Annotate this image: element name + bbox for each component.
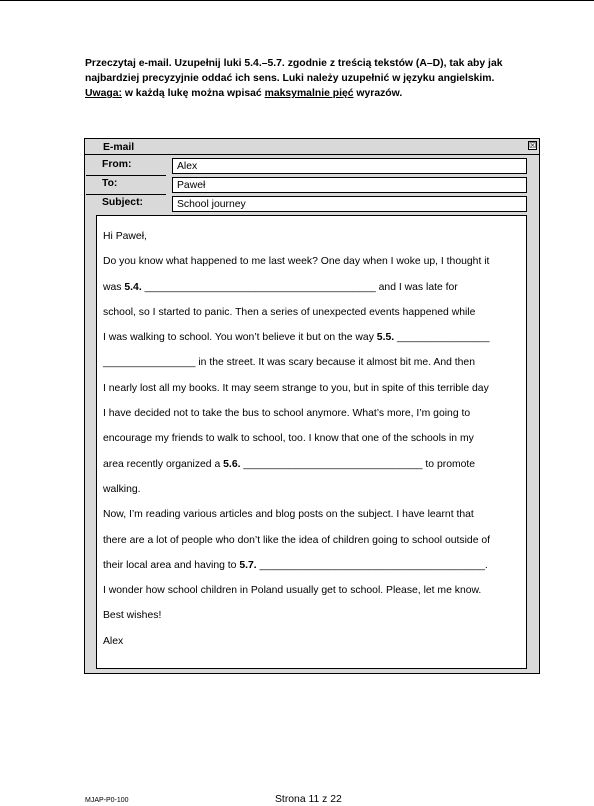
from-divider [86,175,166,176]
gap-5-4-label: 5.4. [124,281,142,293]
to-field[interactable] [172,177,527,193]
body-line: Alex [103,635,124,647]
body-text-fragment: I was walking to school. You won’t believe it but on the way [103,332,377,344]
close-icon[interactable]: ☒ [529,141,537,150]
email-window [84,138,540,674]
body-line [103,553,523,578]
body-line: walking. [103,483,141,495]
gap-5-7-blank[interactable]: _______________________________________. [256,559,488,571]
page-top-rule [0,0,594,1]
gap-5-6-blank[interactable]: _______________________________ to promote [240,458,476,470]
email-window-title: E-mail [103,142,135,153]
body-text-fragment: area recently organized a [103,458,224,470]
body-line [103,275,523,300]
body-line: school, so I started to panic. Then a series of unexpected events happened while [103,306,476,318]
warning-label: Uwaga: [85,88,122,99]
body-line: I wonder how school children in Poland usually get to school. Please, let me know. [103,585,482,597]
body-text-fragment: their local area and having to [103,559,240,571]
email-body[interactable] [96,215,527,669]
from-label: From: [102,159,132,170]
to-label: To: [102,178,118,189]
body-line: ________________ in the street. It was scary because it almost bit me. And then [103,357,475,369]
gap-5-4-blank[interactable]: ________________________________________ and I was late for [141,281,458,293]
to-divider [86,194,166,195]
gap-5-7-label: 5.7. [239,559,257,571]
body-line: Now, I’m reading various articles and blog posts on the subject. I have learnt that [103,509,474,521]
gap-5-5-blank[interactable]: ________________ [394,332,490,344]
body-line [103,325,523,350]
instructions-line-1: Przeczytaj e-mail. Uzupełnij luki 5.4.–5.7. zgodnie z treścią tekstów (A–D), tak aby jak [85,58,503,69]
gap-5-5-label: 5.5. [376,332,395,344]
gap-5-6-label: 5.6. [223,458,241,470]
body-line: Best wishes! [103,610,162,622]
body-text-fragment: was [103,281,125,293]
subject-field[interactable] [172,196,527,212]
subject-label: Subject: [102,197,143,208]
email-body-text [103,224,523,654]
instructions-line-2: najbardziej precyzyjnie oddać ich sens. Luki należy uzupełnić w języku angielskim. [85,73,495,84]
instructions-line-3-mid: w każdą lukę można wpisać [121,88,265,99]
body-line: I nearly lost all my books. It may seem strange to you, but in spite of this terrible day [103,382,489,394]
task-instructions [85,56,545,101]
body-line: Hi Paweł, [103,231,147,242]
instructions-line-3-end: wyrazów. [353,88,403,99]
body-line: there are a lot of people who don’t like the idea of children going to school outside of [103,534,491,546]
page-number: Strona 11 z 22 [275,794,342,805]
body-line: I have decided not to take the bus to school anymore. What’s more, I’m going to [103,408,471,420]
body-line: encourage my friends to walk to school, too. I know that one of the schools in my [103,433,474,445]
exam-code: MJAP-P0-100 [85,797,129,804]
title-divider [85,154,539,155]
word-limit-emphasis: maksymalnie pięć [264,88,354,99]
body-line: Do you know what happened to me last week? One day when I woke up, I thought it [103,256,490,268]
body-line [103,452,523,477]
from-field[interactable] [172,158,527,174]
instructions-line-3 [85,86,545,101]
